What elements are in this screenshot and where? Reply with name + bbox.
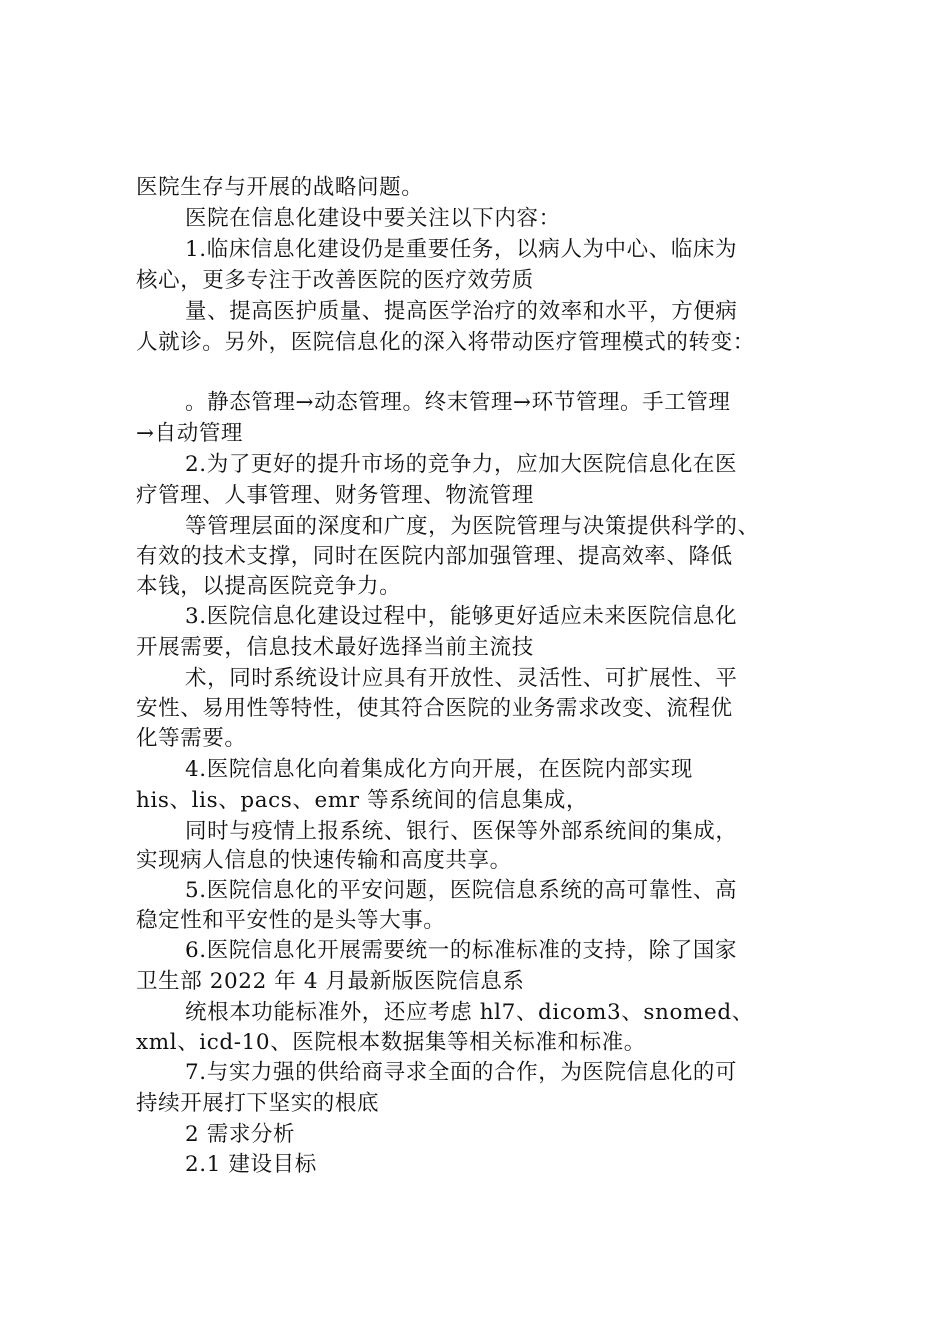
text-line: 医院生存与开展的战略问题。 — [136, 175, 424, 200]
text-line: 7.与实力强的供给商寻求全面的合作，为医院信息化的可 — [185, 1060, 738, 1085]
text-line: 卫生部 2022 年 4 月最新版医院信息系 — [136, 969, 525, 994]
text-line: 安性、易用性等特性，使其符合医院的业务需求改变、流程优 — [136, 696, 733, 721]
text-line: 人就诊。另外，医院信息化的深入将带动医疗管理模式的转变： — [136, 330, 755, 355]
text-line: 1.临床信息化建设仍是重要任务，以病人为中心、临床为 — [185, 237, 738, 262]
text-line: 统根本功能标准外，还应考虑 hl7、dicom3、snomed、 — [185, 1000, 754, 1025]
text-line: 有效的技术支撑，同时在医院内部加强管理、提高效率、降低 — [136, 544, 733, 569]
text-line: →自动管理 — [136, 421, 244, 446]
text-line: 2.为了更好的提升市场的竞争力，应加大医院信息化在医 — [185, 452, 738, 477]
text-line: 实现病人信息的快速传输和高度共享。 — [136, 848, 512, 873]
text-line: 等管理层面的深度和广度，为医院管理与决策提供科学的、 — [185, 514, 760, 539]
text-line: 同时与疫情上报系统、银行、医保等外部系统间的集成， — [185, 819, 738, 844]
text-line: his、lis、pacs、emr 等系统间的信息集成， — [136, 788, 589, 813]
text-line: 化等需要。 — [136, 726, 247, 751]
subsection-heading: 2.1 建设目标 — [185, 1152, 317, 1177]
text-line: 开展需要，信息技术最好选择当前主流技 — [136, 635, 534, 660]
text-line: 6.医院信息化开展需要统一的标准标准的支持，除了国家 — [185, 938, 738, 963]
text-line: 稳定性和平安性的是头等大事。 — [136, 908, 446, 933]
text-line: 疗管理、人事管理、财务管理、物流管理 — [136, 483, 534, 508]
text-line: 量、提高医护质量、提高医学治疗的效率和水平，方便病 — [185, 299, 738, 324]
text-line: 核心，更多专注于改善医院的医疗效劳质 — [136, 268, 534, 293]
text-line: 术，同时系统设计应具有开放性、灵活性、可扩展性、平 — [185, 666, 738, 691]
text-line: 5.医院信息化的平安问题，医院信息系统的高可靠性、高 — [185, 878, 738, 903]
text-line: 持续开展打下坚实的根底 — [136, 1091, 380, 1116]
text-line: 3.医院信息化建设过程中，能够更好适应未来医院信息化 — [185, 604, 738, 629]
section-heading: 2 需求分析 — [185, 1122, 296, 1147]
text-line: 。静态管理→动态管理。终末管理→环节管理。手工管理 — [185, 390, 731, 415]
text-line: xml、icd-10、医院根本数据集等相关标准和标准。 — [136, 1030, 646, 1055]
text-line: 医院在信息化建设中要关注以下内容： — [185, 206, 561, 231]
text-line: 4.医院信息化向着集成化方向开展，在医院内部实现 — [185, 757, 693, 782]
text-line: 本钱，以提高医院竞争力。 — [136, 574, 402, 599]
